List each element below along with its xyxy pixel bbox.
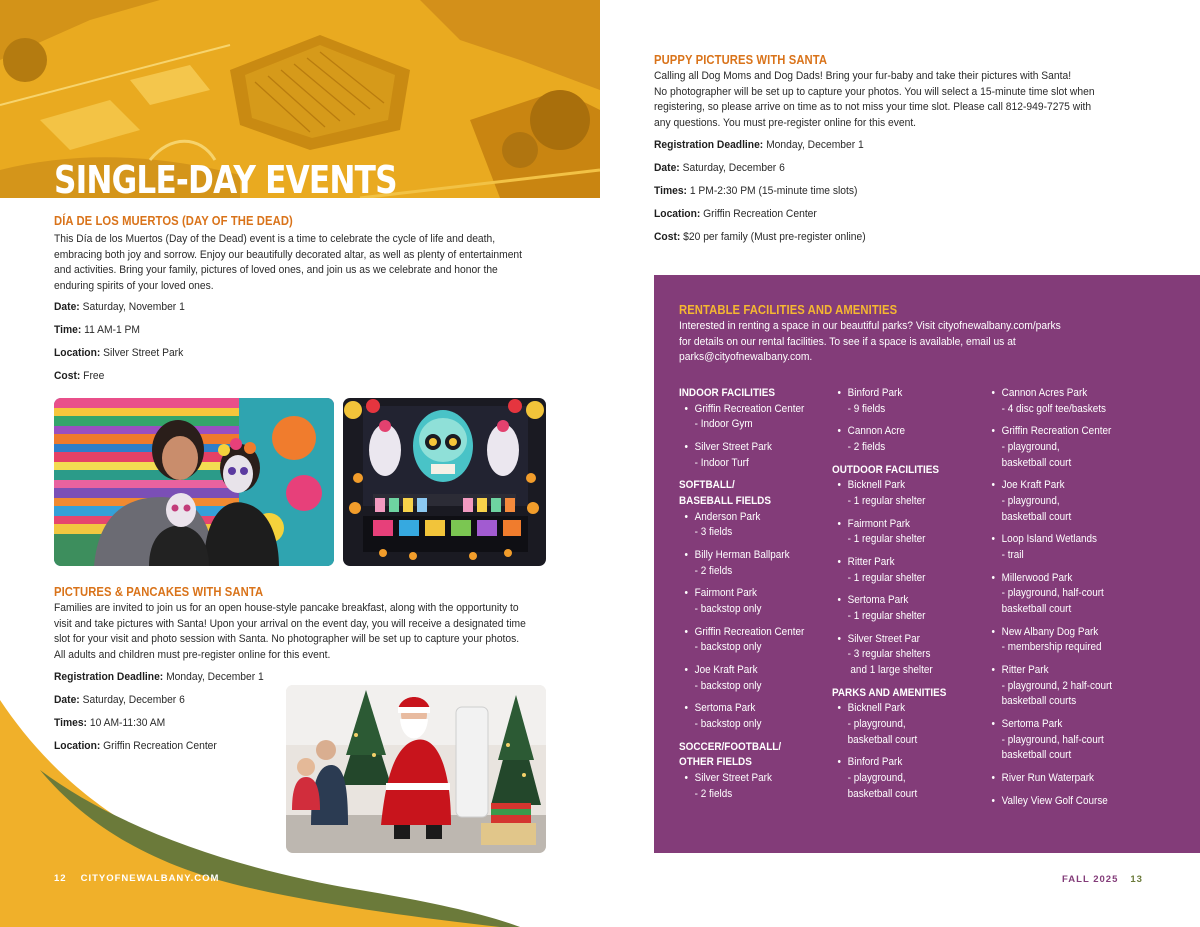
facility-item: • Binford Park - playground, basketball court — [832, 755, 946, 802]
dead-event-title: DÍA DE LOS MUERTOS (DAY OF THE DEAD) — [54, 214, 293, 228]
puppy-event-title: PUPPY PICTURES WITH SANTA — [654, 53, 828, 67]
description-line: All adults and children must pre-register online for this event. — [54, 648, 331, 661]
description-line: Calling all Dog Moms and Dog Dads! Bring your fur-baby and take their pictures with Santa! — [654, 70, 1072, 82]
day-of-dead-altar-photo — [343, 398, 546, 566]
page-number: 13 — [1130, 874, 1143, 885]
category-heading: PARKS AND AMENITIES — [832, 686, 947, 699]
page-number: 12 — [54, 873, 67, 884]
puppy-location: Location: Griffin Recreation Center — [654, 208, 817, 220]
facility-item: • Silver Street Par - 3 regular shelters and 1 large shelter — [832, 632, 946, 679]
facility-item: • Griffin Recreation Center - Indoor Gym — [679, 402, 804, 433]
facility-item: • Ritter Park - 1 regular shelter — [832, 555, 946, 586]
dead-date: Date: Saturday, November 1 — [54, 301, 185, 313]
facilities-column-3 — [986, 386, 1112, 817]
category-heading: BASEBALL FIELDS — [679, 494, 771, 507]
facility-item: • New Albany Dog Park - membership required — [986, 625, 1112, 656]
facility-item: • Valley View Golf Course — [986, 794, 1112, 810]
facility-item: • Joe Kraft Park - backstop only — [679, 663, 804, 694]
description-line: visit and take pictures with Santa! Upon your arrival on the event day, you will receive a designated time — [54, 617, 526, 630]
puppy-deadline: Registration Deadline: Monday, December 1 — [654, 139, 864, 151]
description-line: parks@cityofnewalbany.com. — [679, 351, 813, 364]
facility-item: • Sertoma Park - playground, half-court basketball court — [986, 717, 1112, 764]
dead-cost: Cost: Free — [54, 370, 105, 382]
description-line: slot for your visit and photo session with Santa. No photographer will be set up to capture your photos. — [54, 633, 520, 646]
category-heading: OUTDOOR FACILITIES — [832, 463, 940, 476]
puppy-cost: Cost: $20 per family (Must pre-register online) — [654, 231, 866, 243]
facility-item: • Griffin Recreation Center - playground, basketball court — [986, 424, 1112, 471]
category-heading: SOCCER/FOOTBALL/ — [679, 740, 782, 753]
facility-item: • Millerwood Park - playground, half-court basketball court — [986, 571, 1112, 618]
facilities-column-1 — [679, 386, 804, 809]
facility-item: • Binford Park - 9 fields — [832, 386, 946, 417]
puppy-times: Times: 1 PM-2:30 PM (15-minute time slots) — [654, 185, 858, 197]
pancakes-date: Date: Saturday, December 6 — [54, 694, 185, 706]
facility-item: • Ritter Park - playground, 2 half-court basketball courts — [986, 663, 1112, 710]
rentals-title: RENTABLE FACILITIES AND AMENITIES — [679, 303, 898, 317]
description-line: Interested in renting a space in our beautiful parks? Visit cityofnewalbany.com/parks — [679, 320, 1061, 332]
rentals-description — [679, 319, 1176, 366]
facilities-column-2 — [832, 386, 946, 809]
facility-item: • Anderson Park - 3 fields — [679, 510, 804, 541]
category-heading: SOFTBALL/ — [679, 479, 735, 492]
facility-item: • Billy Herman Ballpark - 2 fields — [679, 548, 804, 579]
facility-item: • Silver Street Park - Indoor Turf — [679, 440, 804, 471]
facility-item: • River Run Waterpark — [986, 771, 1112, 787]
facility-item: • Silver Street Park - 2 fields — [679, 771, 804, 802]
issue-season: FALL 2025 — [1062, 874, 1119, 885]
description-line: for details on our rental facilities. To see if a space is available, email us at — [679, 335, 1016, 348]
facility-item: • Fairmont Park - backstop only — [679, 586, 804, 617]
facility-item: • Cannon Acres Park - 4 disc golf tee/baskets — [986, 386, 1112, 417]
facility-item: • Sertoma Park - 1 regular shelter — [832, 593, 946, 624]
puppy-date: Date: Saturday, December 6 — [654, 162, 785, 174]
pancakes-times: Times: 10 AM-11:30 AM — [54, 717, 166, 729]
description-line: embracing both joy and sorrow. Enjoy our beautifully decorated altar, as well as plenty of entertainment — [54, 248, 523, 261]
pancakes-event-title: PICTURES & PANCAKES WITH SANTA — [54, 585, 264, 599]
facility-item: • Bicknell Park - 1 regular shelter — [832, 478, 946, 509]
pancakes-location: Location: Griffin Recreation Center — [54, 740, 217, 752]
facility-item: • Cannon Acre - 2 fields — [832, 424, 946, 455]
decorative-wave — [0, 700, 600, 927]
description-line: Families are invited to join us for an open house-style pancake breakfast, along with the opportunity to — [54, 602, 519, 614]
description-line: This Día de los Muertos (Day of the Dead) event is a time to celebrate the cycle of life and death, — [54, 233, 496, 245]
description-line: registering, so please arrive on time as to not miss your time slot. Please call 812-949-7275 with — [654, 101, 1092, 114]
hero-aerial-banner — [0, 0, 600, 198]
description-line: enduring spirits of your loved ones. — [54, 279, 214, 292]
website-link[interactable]: CITYOFNEWALBANY.COM — [80, 873, 220, 884]
pancakes-event-description — [54, 601, 551, 663]
puppy-event-description — [654, 69, 1151, 131]
dead-event-description — [54, 232, 551, 294]
facility-item: • Fairmont Park - 1 regular shelter — [832, 517, 946, 548]
facility-item: • Bicknell Park - playground, basketball court — [832, 701, 946, 748]
category-heading: OTHER FIELDS — [679, 756, 752, 769]
family-face-paint-photo — [54, 398, 334, 566]
facility-item: • Sertoma Park - backstop only — [679, 701, 804, 732]
facility-item: • Joe Kraft Park - playground, basketball court — [986, 478, 1112, 525]
description-line: any questions. You must pre-register online for this event. — [654, 116, 917, 129]
facility-item: • Loop Island Wetlands - trail — [986, 532, 1112, 563]
page-title: SINGLE-DAY EVENTS — [54, 158, 397, 198]
dead-location: Location: Silver Street Park — [54, 347, 184, 359]
pancakes-deadline: Registration Deadline: Monday, December 1 — [54, 671, 264, 683]
dead-time: Time: 11 AM-1 PM — [54, 324, 141, 336]
rentals-panel — [654, 275, 1200, 853]
description-line: No photographer will be set up to capture your photos. You will select a 15-minute time slot when — [654, 85, 1095, 98]
facility-item: • Griffin Recreation Center - backstop only — [679, 625, 804, 656]
category-heading: INDOOR FACILITIES — [679, 387, 776, 399]
left-page-footer — [54, 871, 233, 887]
description-line: and activities. Bring your family, pictures of loved ones, and join us as we celebrate and honor the — [54, 264, 498, 277]
right-page-footer — [1062, 872, 1143, 888]
